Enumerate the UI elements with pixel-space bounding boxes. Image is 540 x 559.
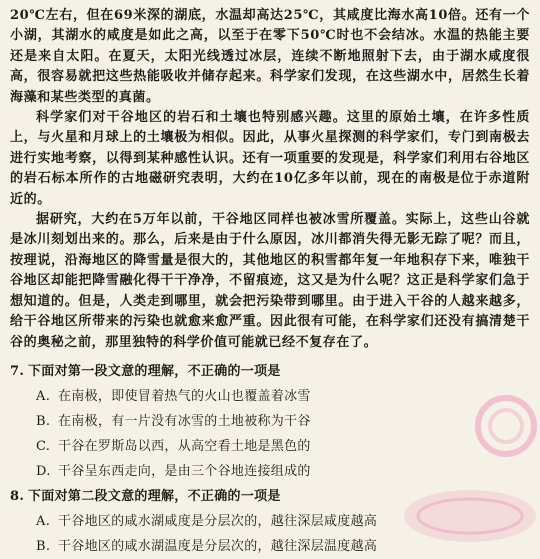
question-option (10, 534, 530, 559)
question-number: 7. (10, 363, 25, 379)
option-text: 干谷地区的咸水湖温度是分层次的，越往深层温度越高 (58, 538, 378, 554)
question-stem (10, 359, 530, 384)
question-text: 下面对第一段文意的理解，不正确的一项是 (28, 363, 281, 379)
passage-paragraph-3: 据研究，大约在5万年以前，干谷地区同样也被冰雪所覆盖。实际上，这些山谷就是冰川刻划出来的。那么，后来是由于什么原因，冰川都消失得无影无踪了呢？而且，按理说，沿海地区的降雪量是很大的，其他地区的积雪都年复一年地积存下来，唯独干谷地区却能把降雪融化得干干净净，不留痕迹，这又是为什么呢？这正是科学家们急于想知道的。但是，人类走到哪里，就会把污染带到哪里。由于进入干谷的人越来越多，给干谷地区所带来的污染也就愈来愈严重。因此很有可能，在科学家们还没有搞清楚干谷的奥秘之前，那里独特的科学价值可能就已经不复存在了。 (10, 212, 530, 350)
option-text: 在南极，即使冒着热气的火山也覆盖着冰雪 (58, 388, 311, 404)
question-option (10, 384, 530, 409)
question-text: 下面对第二段文意的理解，不正确的一项是 (28, 488, 281, 504)
option-letter: D. (36, 463, 51, 479)
question-option (10, 409, 530, 434)
option-text: 干谷在罗斯岛以西，从高空看土地是黑色的 (58, 438, 311, 454)
passage-paragraph-2: 科学家们对干谷地区的岩石和土壤也特别感兴趣。这里的原始土壤，在许多性质上，与火星和月球上的土壤极为相似。因此，从事火星探测的科学家们，专门到南极去进行实地考察，以得到某种感性认识。还有一项重要的发现是，科学家们利用右谷地区的岩石标本所作的古地磁研究表明，大约在10亿多年以前，现在的南极是位于赤道附近的。 (10, 110, 530, 207)
option-text: 干谷呈东西走向，是由三个谷地连接组成的 (58, 463, 311, 479)
option-letter: A. (36, 513, 51, 529)
option-letter: A. (36, 388, 51, 404)
question-option (10, 509, 530, 534)
option-letter: C. (36, 438, 51, 454)
option-letter: B. (36, 538, 51, 554)
option-text: 在南极，有一片没有冰雪的土地被称为干谷 (58, 413, 311, 429)
question-list (10, 359, 530, 559)
question-number: 8. (10, 488, 25, 504)
option-text: 干谷地区的咸水湖咸度是分层次的，越往深层咸度越高 (58, 513, 378, 529)
question-7 (10, 359, 530, 484)
question-8 (10, 484, 530, 559)
question-stem (10, 484, 530, 509)
passage-paragraph-1: 20℃左右，但在69米深的湖底，水温却高达25℃，其咸度比海水高10倍。还有一个小湖，其湖水的咸度是如此之高，以至于在零下50℃时也不会结冰。水温的热能主要还是来自太阳。在夏天，太阳光线透过冰层，连续不断地照射下去，由于湖水咸度很高，很容易就把这些热能吸收并储存起来。科学家们发现，在这些湖水中，居然生长着海藻和某些类型的真菌。 (10, 8, 530, 105)
question-option (10, 459, 530, 484)
question-option (10, 434, 530, 459)
option-letter: B. (36, 413, 51, 429)
